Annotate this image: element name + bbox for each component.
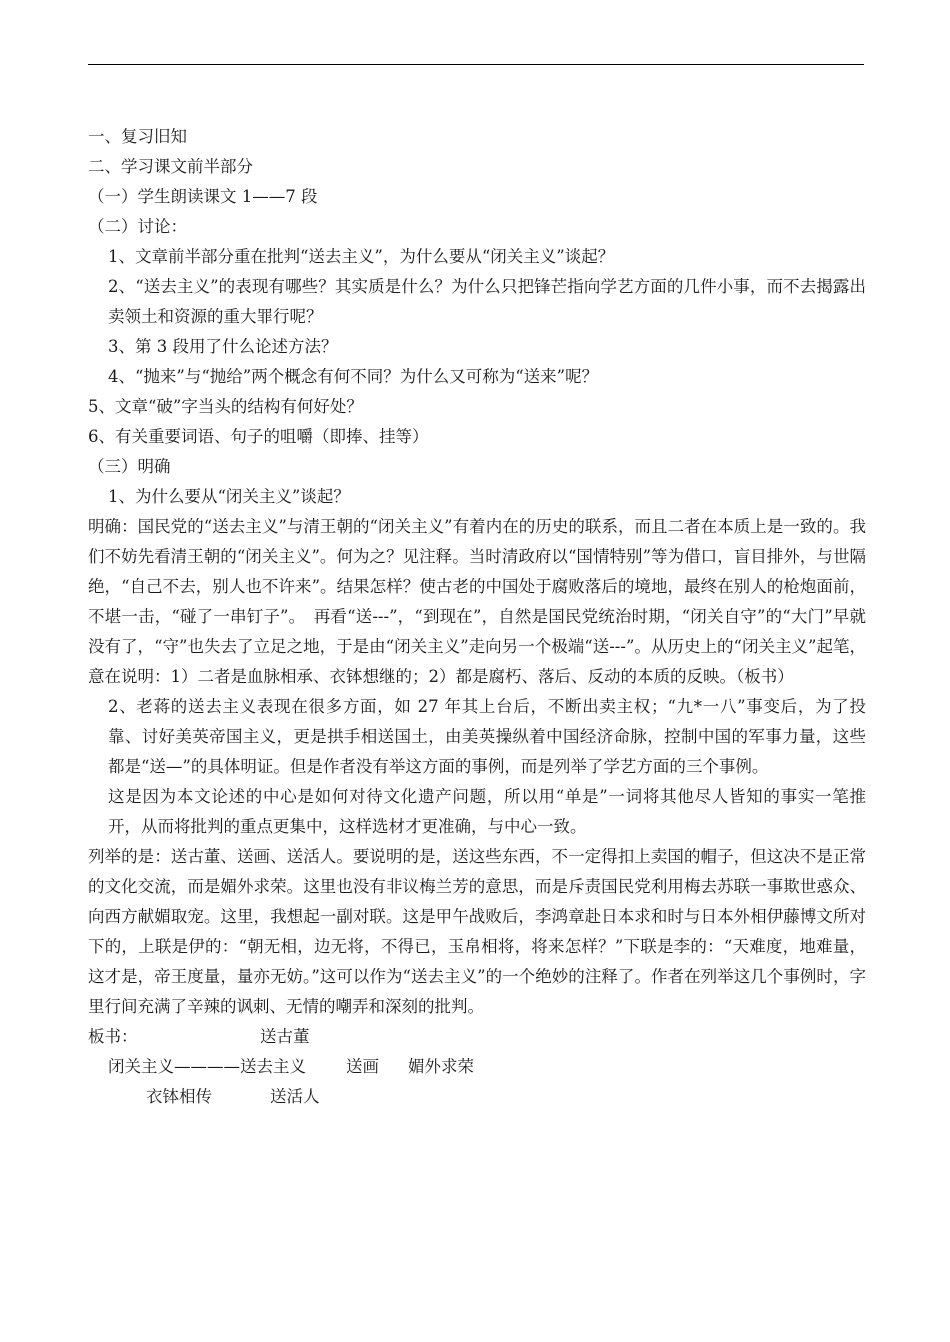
question-2: 2、“送去主义”的表现有哪些？其实质是什么？为什么只把锋芒指向学艺方面的几件小事，而不去揭露出卖领土和资源的重大罪行呢？ bbox=[108, 277, 866, 326]
question-3: 3、第 3 段用了什么论述方法？ bbox=[108, 337, 338, 356]
question-5: 5、文章“破”字当头的结构有何好处？ bbox=[88, 397, 363, 416]
board-result: 媚外求荣 bbox=[408, 1057, 474, 1076]
question-1: 1、文章前半部分重在批判“送去主义”，为什么要从“闭关主义”谈起？ bbox=[108, 247, 615, 266]
board-item-antiques: 送古董 bbox=[260, 1027, 310, 1046]
board-row-1 bbox=[88, 1022, 866, 1052]
board-label: 板书： bbox=[88, 1027, 138, 1046]
board-row-2 bbox=[88, 1052, 866, 1082]
subheading-reading: （一）学生朗读课文 1——7 段 bbox=[88, 187, 318, 206]
answer-1-title: 1、为什么要从“闭关主义”谈起？ bbox=[108, 487, 350, 506]
header-rule bbox=[88, 64, 864, 65]
board-item-people: 送活人 bbox=[270, 1087, 320, 1106]
board-left-chain: 闭关主义————送去主义 bbox=[108, 1057, 306, 1076]
board-row-3 bbox=[88, 1082, 866, 1112]
answer-4-body: 列举的是：送古董、送画、送活人。要说明的是，送这些东西，不一定得扣上卖国的帽子，但这决不是正常的文化交流，而是媚外求荣。这里也没有非议梅兰芳的意思，而是斥责国民党利用梅去苏联一事欺世惑众、向西方献媚取宠。这里，我想起一副对联。这是甲午战败后，李鸿章赴日本求和时与日本外相伊藤博文所对下的，上联是伊的：“朝无相，边无将，不得已，玉帛相将，将来怎样？”下联是李的：“天难度，地难量，这才是，帝王度量，量亦无妨。”这可以作为“送去主义”的一个绝妙的注释了。作者在列举这几个事例时，字里行间充满了辛辣的讽刺、无情的嘲弄和深刻的批判。 bbox=[88, 847, 866, 1016]
heading-review: 一、复习旧知 bbox=[88, 127, 187, 146]
question-4: 4、“抛来”与“抛给”两个概念有何不同？为什么又可称为“送来”呢？ bbox=[108, 367, 599, 386]
question-6: 6、有关重要词语、句子的咀嚼（即捧、挂等） bbox=[88, 427, 429, 446]
answer-3-body: 这是因为本文论述的中心是如何对待文化遗产问题，所以用“单是”一词将其他尽人皆知的事实一笔推开，从而将批判的重点更集中，这样选材才更准确，与中心一致。 bbox=[108, 787, 866, 836]
subheading-discussion: （二）讨论： bbox=[88, 217, 187, 236]
answer-1-body: 明确：国民党的“送去主义”与清王朝的“闭关主义”有着内在的历史的联系，而且二者在本质上是一致的。我们不妨先看清王朝的“闭关主义”。何为之？见注释。当时清政府以“国情特别”等为借口，盲目排外，与世隔绝，“自己不去，别人也不许来”。结果怎样？使古老的中国处于腐败落后的境地，最终在别人的枪炮面前，不堪一击，“碰了一串钉子”。 再看“送---”，“到现在”，自然是国民党统治时期，“闭关自守”的“大门”早就没有了，“守”也失去了立足之地，于是由“闭关主义”走向另一个极端“送---”。从历史上的“闭关主义”起笔，意在说明：1）二者是血脉相承、衣钵想继的；2）都是腐朽、落后、反动的本质的反映。（板书） bbox=[88, 517, 866, 686]
document-body bbox=[88, 122, 866, 1112]
answer-2-body: 2、老蒋的送去主义表现在很多方面，如 27 年其上台后，不断出卖主权；“九*一八”事变后，为了投靠、讨好美英帝国主义，更是拱手相送国土，由美英操纵着中国经济命脉，控制中国的军事力量，这些都是“送—”的具体明证。但是作者没有举这方面的事例，而是列举了学艺方面的三个事例。 bbox=[108, 697, 866, 776]
heading-study: 二、学习课文前半部分 bbox=[88, 157, 253, 176]
board-item-paintings: 送画 bbox=[346, 1057, 379, 1076]
board-bottom-left: 衣钵相传 bbox=[146, 1087, 212, 1106]
subheading-clarify: （三）明确 bbox=[88, 457, 171, 476]
